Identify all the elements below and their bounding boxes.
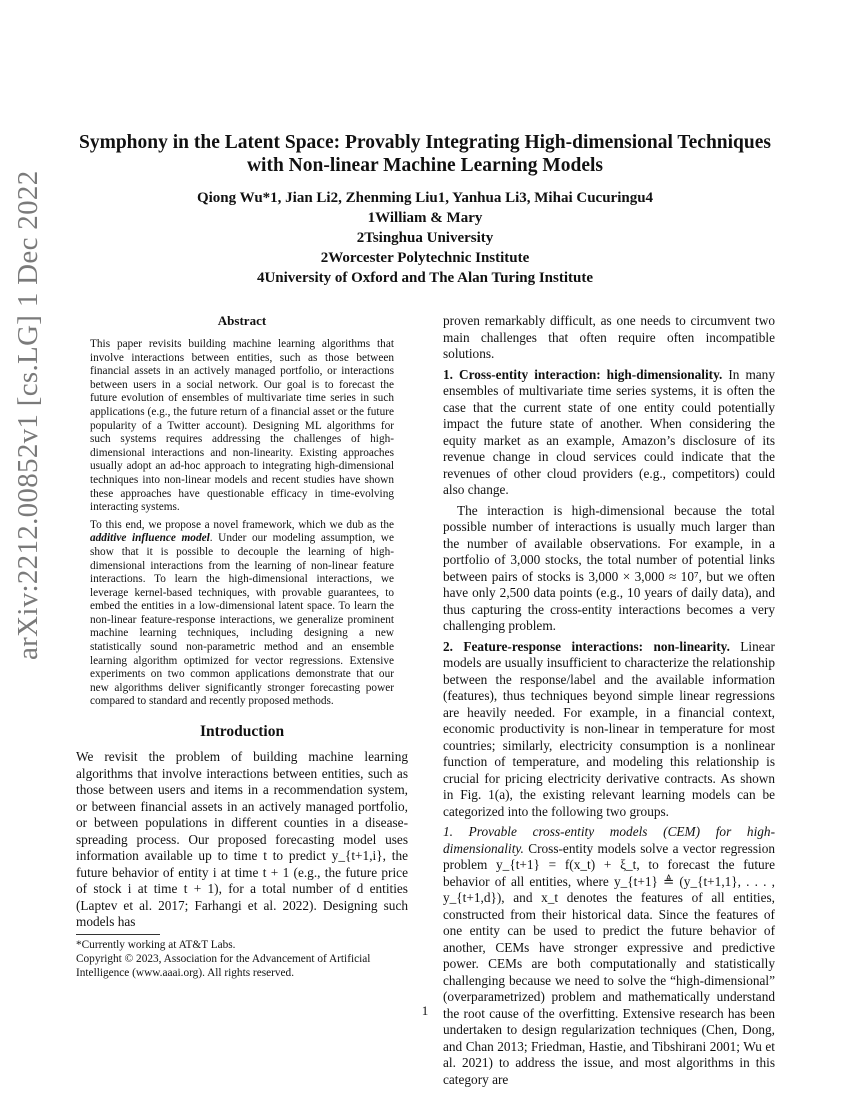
paper-header xyxy=(60,131,790,288)
abstract-p2-start: To this end, we propose a novel framework, which we dub as the xyxy=(90,518,394,531)
footnote-text: *Currently working at AT&T Labs. xyxy=(76,939,236,951)
footnote-block xyxy=(76,934,408,980)
arxiv-identifier: arXiv:2212.00852v1 [cs.LG] 1 Dec 2022 xyxy=(12,170,44,660)
right-paragraph-1-text: In many ensembles of multivariate time series systems, it is often the case that the current state of one entity could potentially impact the future state of another. When considering the equity market as an example, Amazon’s disclosure of its revenue change in cloud services could indicate that the revenues of other cloud providers (e.g., competitors) could also change. xyxy=(443,366,775,497)
page-number: 1 xyxy=(421,1003,429,1018)
left-column xyxy=(76,313,408,935)
right-column xyxy=(443,313,775,1092)
introduction-paragraph: We revisit the problem of building machine learning algorithms that involve interactions between entities, such as those between users and items in a recommendation system, or between financial assets in an actively managed portfolio, or between populations in different counties in a disease-spreading process. Our proposed forecasting model uses information available up to time t to predict y_{t+1,i}, the future behavior of entity i at time t + 1 (e.g., the future price of stock i at time t + 1), for a total number of d entities (Laptev et al. 2017; Farhangi et al. 2022). Designing such models has xyxy=(76,749,408,930)
right-paragraph-2: The interaction is high-dimensional because the total possible number of interactions is usually much larger than the number of available observations. For example, in a portfolio of 3,000 stocks, the total number of potential links between pairs of stocks is 3,000 × 3,000 ≈ 10⁷, but we often have only 2,500 data points (e.g., 10 years of daily data), and thus capturing the cross-entity interactions becomes a very challenging problem. xyxy=(443,502,775,633)
abstract-heading: Abstract xyxy=(217,313,267,328)
copyright-text: Copyright © 2023, Association for the Advancement of Artificial Intelligence (www.aaai.org). All rights reserved. xyxy=(76,952,371,979)
right-paragraph-4-text: Cross-entity models solve a vector regression problem y_{t+1} = f(x_t) + ξ_t, to forecast the future behavior of all entities, where y_{t+1} ≜ (y_{t+1,1}, . . . , y_{t+1,d}), and x_t denotes the features of all entities, constructed from their historical data. Since the features of one entity can be used to predict the future behavior of another, CEMs have stronger expressive and predictive power. CEMs are both computationally and statistically challenging because we need to solve the “high-dimensional” (overparametrized) problem and mathematically understand the root cause of the overfitting. Extensive research has been undertaken to design regularization techniques (Chen, Dong, and Chan 2013; Friedman, Hastie, and Tibshirani 2001; Wu et al. 2021) to address the issue, and most algorithms in this category are xyxy=(443,840,775,1087)
affiliation-4: 4University of Oxford and The Alan Turing Institute xyxy=(256,270,594,286)
right-paragraph-3 xyxy=(443,639,775,821)
paper-title: Symphony in the Latent Space: Provably Integrating High-dimensional Techniques with Non-linear Machine Learning Models xyxy=(78,132,771,176)
affiliation-3: 2Worcester Polytechnic Institute xyxy=(320,250,530,266)
affiliation-1: 1William & Mary xyxy=(367,210,483,226)
introduction-heading: Introduction xyxy=(199,723,285,741)
section-heading-non-linearity: 2. Feature-response interactions: non-linearity. xyxy=(443,638,730,654)
footnote-rule xyxy=(76,934,160,935)
right-paragraph-1 xyxy=(443,367,775,499)
section-heading-cem: 1. Provable cross-entity models (CEM) for high-dimensionality. xyxy=(443,824,775,856)
abstract-paragraph-2 xyxy=(90,519,394,709)
abstract-p2-end: . Under our modeling assumption, we show that it is possible to decouple the learning of high-dimensional interactions from the learning of non-linear feature interactions. To learn the high-dimensional interactions, we leverage kernel-based techniques, with provable guarantees, to embed the entities in a low-dimensional latent space. To learn the non-linear feature-response interactions, we generalize prominent machine learning techniques, including designing a new statistically sound non-parametric method and an ensemble learning algorithm optimized for vector regressions. Extensive experiments on two common applications demonstrate that our new algorithms deliver significantly stronger forecasting power compared to standard and recently proposed methods. xyxy=(90,532,394,708)
affiliation-2: 2Tsinghua University xyxy=(356,230,494,246)
author-list: Qiong Wu*1, Jian Li2, Zhenming Liu1, Yanhua Li3, Mihai Cucuringu4 xyxy=(196,190,654,206)
abstract-paragraph-1: This paper revisits building machine learning algorithms that involve interactions between entities, such as those between financial assets in an actively managed portfolio, or interactions between users in a social network. Our goal is to forecast the future evolution of ensembles of multivariate time series in such applications (e.g., the future return of a financial asset or the future popularity of a Twitter account). Designing ML algorithms for such systems requires addressing the challenges of high-dimensional interactions and non-linearity. Existing approaches usually adopt an ad-hoc approach to integrating high-dimensional techniques into non-linear models and recent studies have shown these approaches have questionable efficacy in time-evolving interacting systems. xyxy=(90,338,394,514)
abstract-body xyxy=(76,338,408,709)
right-paragraph-0: proven remarkably difficult, as one needs to circumvent two main challenges that often require often incompatible solutions. xyxy=(443,313,775,361)
section-heading-high-dimensionality: 1. Cross-entity interaction: high-dimensionality. xyxy=(443,366,723,382)
abstract-emphasis: additive influence model xyxy=(90,532,210,545)
right-paragraph-3-text: Linear models are usually insufficient to characterize the relationship between the response/label and the available information (features), thus techniques beyond simple linear regressions are heavily needed. For example, in a financial context, economic productivity is non-linear in temperature for most countries; similarly, electricity consumption is a nonlinear function of temperature, and modeling this relationship is crucial for pricing electricity derivative contracts. As shown in Fig. 1(a), the existing relevant learning models can be categorized into the following two groups. xyxy=(443,638,775,819)
right-paragraph-4 xyxy=(443,824,775,1088)
